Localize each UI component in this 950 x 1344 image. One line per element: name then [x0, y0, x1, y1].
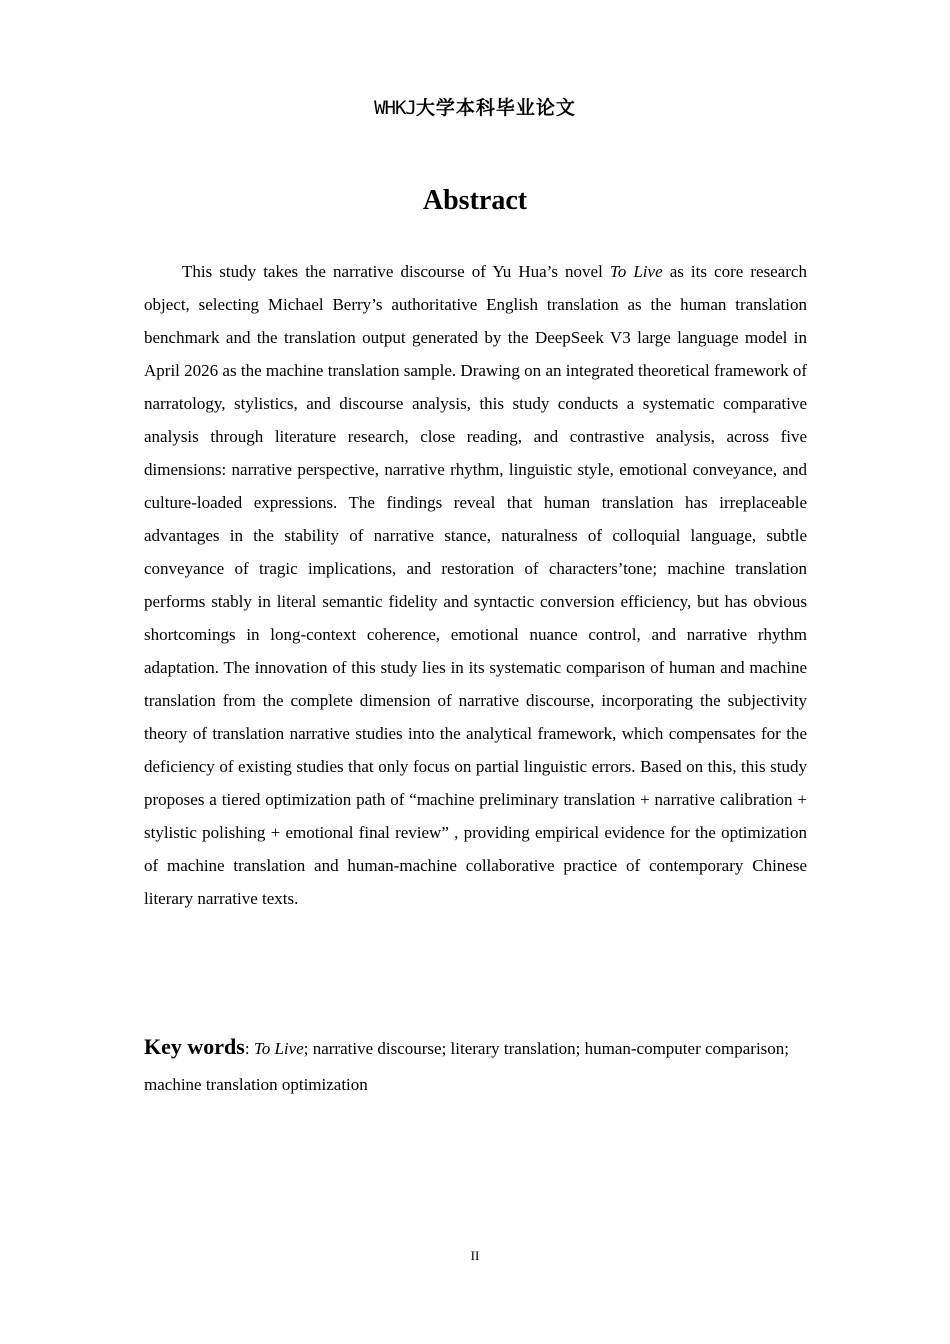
header-thesis-label: 大学本科毕业论文 — [415, 97, 576, 119]
keywords-separator: : — [244, 1039, 254, 1058]
header-university-code: WHKJ — [374, 97, 416, 119]
abstract-title: Abstract — [422, 185, 528, 216]
page-number: II — [470, 1248, 480, 1263]
keywords-label: Key words — [144, 1034, 245, 1059]
abstract-intro: This study takes the narrative discourse of Yu Hua’s novel — [182, 262, 610, 281]
abstract-body: as its core research object, selecting Michael Berry’s authoritative English translation as the human translation benchmark and the translation output generated by the DeepSeek V3 large language model in April 2026 as the machine translation sample. Drawing on an integrated theoretical framework of narratology, stylistics, and discourse analysis, this study conducts a systematic comparative analysis through literature research, close reading, and contrastive analysis, across five dimensions: narrative perspective, narrative rhythm, linguistic style, emotional conveyance, and culture-loaded expressions. The findings reveal that human translation has irreplaceable advantages in the stability of narrative stance, naturalness of colloquial language, subtle conveyance of tragic implications, and restoration of characters’tone; machine translation performs stably in literal semantic fidelity and syntactic conversion efficiency, but has obvious shortcomings in long-context coherence, emotional nuance control, and narrative rhythm adaptation. The innovation of this study lies in its systematic comparison of human and machine translation from the complete dimension of narrative discourse, incorporating the subjectivity theory of translation narrative studies into the analytical framework, which compensates for the deficiency of existing studies that only focus on partial linguistic errors. Based on this, this study proposes a tiered optimization path of “machine preliminary translation + narrative calibration + stylistic polishing + emotional final review” , providing empirical evidence for the optimization of machine translation and human-machine collaborative practice of contemporary Chinese literary narrative texts. — [144, 262, 807, 908]
page-header — [0, 94, 950, 122]
keywords-section — [144, 1029, 807, 1103]
abstract-paragraph — [144, 255, 807, 915]
keywords-list: ; narrative discourse; literary translation; human-computer comparison; machine translation optimization — [144, 1039, 790, 1094]
keyword-book-title: To Live — [253, 1039, 304, 1058]
abstract-book-title: To Live — [609, 262, 663, 281]
